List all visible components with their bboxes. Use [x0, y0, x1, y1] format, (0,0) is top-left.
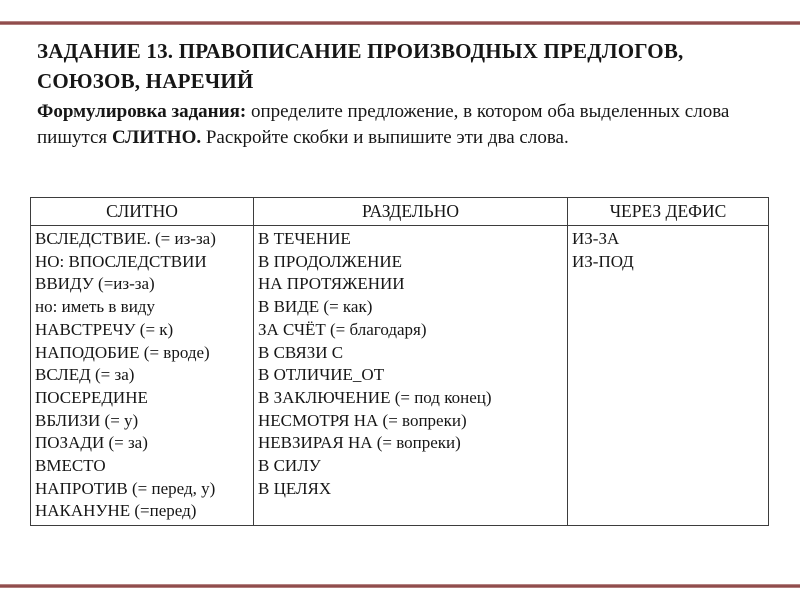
- bottom-accent-line: [0, 584, 800, 588]
- table-cell-line: НАПРОТИВ (= перед, у): [35, 478, 216, 498]
- table-cell-line: В СИЛУ: [258, 456, 321, 476]
- column-header-cherez-defis: ЧЕРЕЗ ДЕФИС: [568, 198, 769, 226]
- page-title-line1: ЗАДАНИЕ 13. ПРАВОПИСАНИЕ ПРОИЗВОДНЫХ ПРЕДЛОГОВ,: [37, 39, 684, 63]
- page-title: [37, 36, 753, 96]
- slide-content: [37, 36, 753, 151]
- table-cell-line: ВМЕСТО: [35, 456, 106, 476]
- table-header-row: [31, 198, 769, 226]
- table-cell-line: ВВИДУ (=из-за): [35, 274, 155, 294]
- task-text-after: Раскройте скобки и выпишите эти два слова.: [201, 127, 569, 148]
- cell-razdelno: [254, 226, 568, 526]
- task-text-before: определите предложение, в котором оба выделенных слова пишутся: [37, 101, 730, 148]
- spelling-reference-table: [30, 197, 769, 526]
- table-cell-line: ЗА СЧЁТ (= благодаря): [258, 319, 427, 339]
- task-emphasis: СЛИТНО.: [111, 127, 202, 148]
- table-cell-line: но: иметь в виду: [35, 297, 155, 317]
- cell-slitno: [31, 226, 254, 526]
- table-body-row: [31, 226, 769, 526]
- table-cell-line: ВБЛИЗИ (= у): [35, 410, 139, 430]
- top-accent-line: [0, 21, 800, 25]
- task-description: [37, 99, 753, 151]
- table-cell-line: В СВЯЗИ С: [258, 342, 344, 362]
- table-cell-line: ВСЛЕДСТВИЕ. (= из-за): [35, 229, 216, 248]
- page-title-line2: СОЮЗОВ, НАРЕЧИЙ: [37, 69, 254, 93]
- table-cell-line: В ВИДЕ (= как): [258, 297, 373, 317]
- table-cell-line: В ТЕЧЕНИЕ: [258, 229, 351, 248]
- table-cell-line: НЕСМОТРЯ НА (= вопреки): [258, 410, 467, 430]
- table-cell-line: НАПОДОБИЕ (= вроде): [35, 342, 210, 362]
- table-cell-line: НО: ВПОСЛЕДСТВИИ: [35, 251, 207, 271]
- table-cell-line: В ЦЕЛЯХ: [258, 478, 332, 498]
- table-cell-line: ИЗ-ПОД: [572, 251, 634, 271]
- table-cell-line: НАВСТРЕЧУ (= к): [35, 319, 174, 339]
- table-cell-line: В ПРОДОЛЖЕНИЕ: [258, 251, 403, 271]
- column-header-razdelno: РАЗДЕЛЬНО: [254, 198, 568, 226]
- table-cell-line: НЕВЗИРАЯ НА (= вопреки): [258, 433, 461, 453]
- table-cell-line: В ЗАКЛЮЧЕНИЕ (= под конец): [258, 387, 492, 407]
- task-label: Формулировка задания:: [37, 101, 247, 122]
- table-cell-line: ПОСЕРЕДИНЕ: [35, 387, 148, 407]
- table-cell-line: НАКАНУНЕ (=перед): [35, 501, 197, 521]
- table-cell-line: ПОЗАДИ (= за): [35, 433, 148, 453]
- table-cell-line: В ОТЛИЧИЕ_ОТ: [258, 365, 385, 385]
- table-cell-line: ИЗ-ЗА: [572, 229, 620, 248]
- column-header-slitno: СЛИТНО: [31, 198, 254, 226]
- table-cell-line: ВСЛЕД (= за): [35, 365, 135, 385]
- cell-cherez-defis: [568, 226, 769, 526]
- table-cell-line: НА ПРОТЯЖЕНИИ: [258, 274, 405, 294]
